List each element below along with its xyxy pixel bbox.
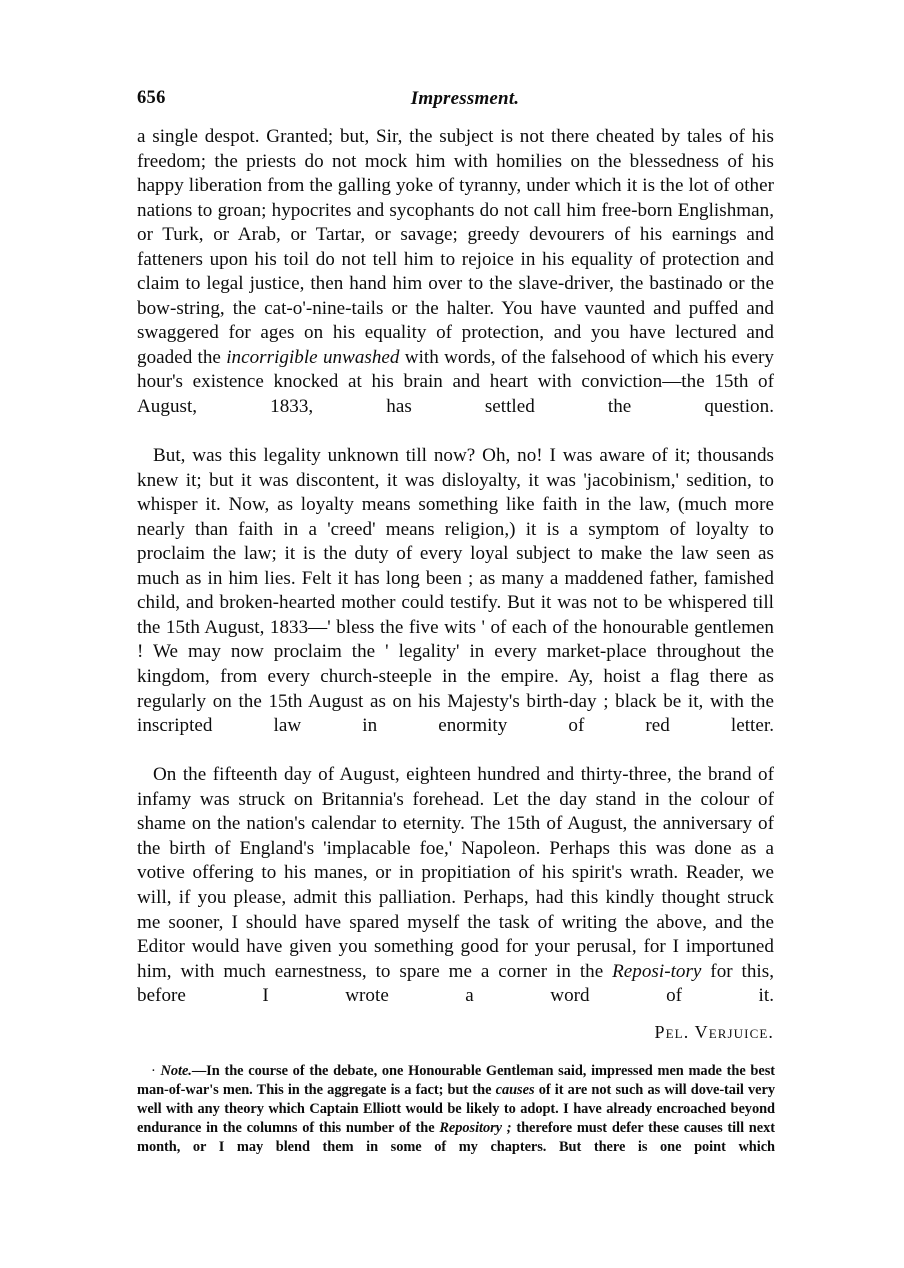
author-signature: Pel. Verjuice. (654, 1022, 774, 1042)
emphasis-text: causes (495, 1082, 535, 1099)
footnote-lead-mark: · (151, 1063, 161, 1079)
running-head (137, 88, 775, 112)
paragraph: But, was this legality unknown till now? Oh, no! I was aware of it; thousands knew it; but it was discontent, it was disloyalty, it was 'jacobinism,' sedition, to whisper it. Now, as loyalty means something like faith in the law, (much more nearly than faith in a 'creed' means religion,) it is a symptom of loyalty to proclaim the law; it is the duty of every loyal subject to make the law seen as much as in him lies. Felt it has long been ; as many a maddened father, famished child, and broken-hearted mother could testify. But it was not to be whispered till the 15th August, 1833—' bless the five wits ' of each of the honourable gentlemen ! We may now proclaim the ' legality' in every market-place throughout the kingdom, from every church-steeple in the empire. Ay, hoist a flag there as regularly on the 15th August as on his Majesty's birth-day ; black be it, with the inscripted law in enormity of red letter. (137, 445, 774, 737)
footnote-runs: Note.—In the course of the debate, one Honourable Gentleman said, impressed men made the best man-of-war's men. This in the aggregate is a fact; but the causes of it are not such as will dove-tail very well with any theory which Captain Elliott would be likely to adopt. I have already encroached beyond endurance in the columns of this number of the Repository ; therefore must defer these causes till next month, or I may blend them in some of my chapters. But there is one point which (137, 1063, 776, 1156)
emphasis-text: Repository ; (439, 1120, 512, 1137)
paragraph: On the fifteenth day of August, eighteen hundred and thirty-three, the brand of infamy was struck on Britannia's forehead. Let the day stand in the colour of shame on the nation's calendar to eternity. The 15th of August, the anniversary of the birth of England's 'implacable foe,' Napoleon. Perhaps this was done as a votive offering to his manes, or in propitiation of his spirit's wrath. Reader, we will, if you please, admit this palliation. Perhaps, had this kindly thought struck me sooner, I should have spared myself the task of writing the above, and the Editor would have given you something good for your perusal, for I importuned him, with much earnestness, to spare me a corner in the Reposi-tory for this, before I wrote a word of it. (137, 764, 774, 1007)
emphasis-text: Note. (160, 1063, 192, 1079)
emphasis-text: Reposi-tory (612, 960, 702, 982)
page-number: 656 (137, 88, 166, 108)
footnote-block (137, 1062, 775, 1176)
body-text-block (137, 125, 774, 1033)
emphasis-text: incorrigible unwashed (226, 346, 400, 368)
footnote-text (137, 1062, 775, 1176)
paragraph: a single despot. Granted; but, Sir, the subject is not there cheated by tales of his freedom; the priests do not mock him with homilies on the blessedness of his happy liberation from the galling yoke of tyranny, under which it is the lot of other nations to groan; hypocrites and sycophants do not call him free-born Englishman, or Turk, or Arab, or Tartar, or savage; greedy devourers of his earnings and fatteners upon his toil do not tell him to rejoice in his equality of protection and claim to legal justice, then hand him over to the slave-driver, the bastinado or the bow-string, the cat-o'-nine-tails or the halter. You have vaunted and puffed and swaggered for ages on his equality of protection, and you have lectured and goaded the incorrigible unwashed with words, of the falsehood of which his every hour's existence knocked at his brain and heart with conviction—the 15th of August, 1833, has settled the question. (137, 126, 774, 418)
running-title: Impressment. (410, 88, 520, 109)
